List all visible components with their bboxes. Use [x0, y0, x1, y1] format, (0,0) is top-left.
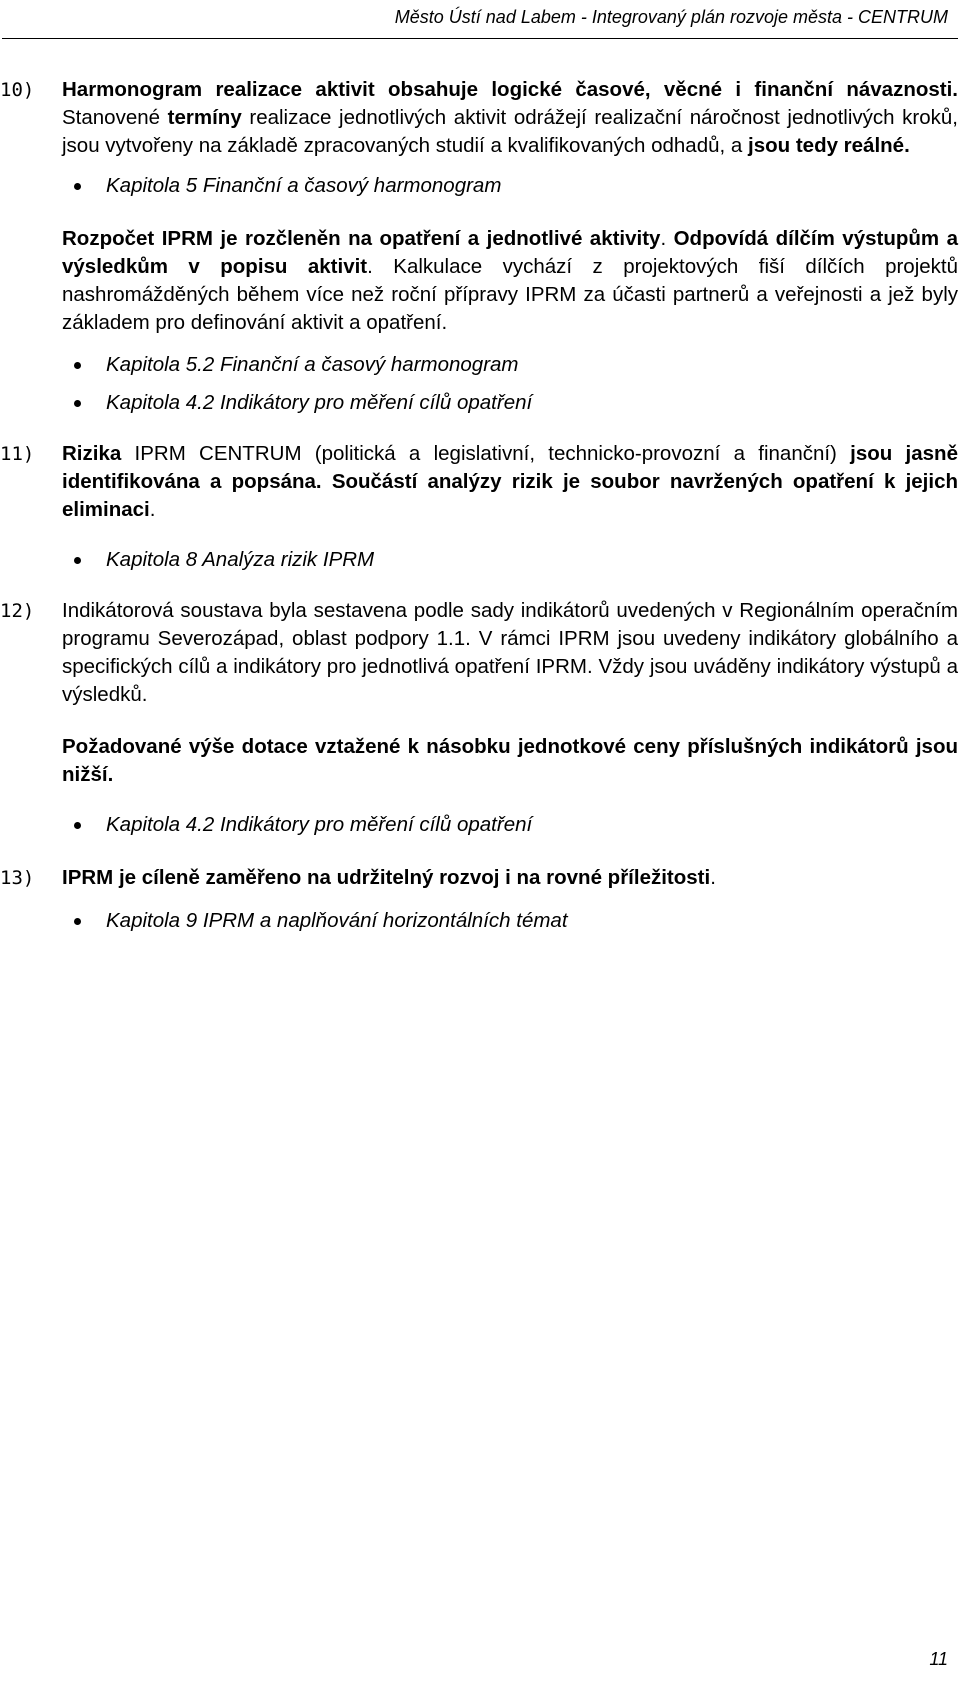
paragraph-text-bold: Požadované výše dotace vztažené k násobku jednotkové ceny příslušných indikátorů jsou nižší. — [62, 735, 958, 786]
paragraph-subsidy — [0, 733, 960, 789]
paragraph-budget — [0, 225, 960, 337]
item-text-bold: Rizika — [62, 442, 122, 465]
list-item-10 — [0, 76, 960, 160]
item-text: . — [149, 498, 156, 521]
page-header: Město Ústí nad Labem - Integrovaný plán rozvoje města - CENTRUM — [394, 7, 948, 27]
page-content — [0, 44, 960, 935]
bullet-reference: Kapitola 8 Analýza rizik IPRM — [0, 546, 960, 574]
item-number: 11) — [0, 443, 35, 465]
bullet-reference: Kapitola 4.2 Indikátory pro měření cílů opatření — [0, 811, 960, 839]
item-text: IPRM CENTRUM (politická a legislativní, technicko-provozní a finanční) — [121, 442, 851, 465]
paragraph-text: . — [660, 227, 674, 250]
list-item-11 — [0, 440, 960, 524]
bullet-reference: Kapitola 9 IPRM a naplňování horizontálních témat — [0, 907, 960, 935]
bullet-reference: Kapitola 4.2 Indikátory pro měření cílů opatření — [0, 389, 960, 417]
page-number: 11 — [929, 1649, 948, 1669]
item-text: . — [710, 866, 716, 889]
header-divider — [2, 38, 958, 39]
paragraph-text-bold: Rozpočet IPRM je rozčleněn na opatření a jednotlivé aktivity — [62, 227, 661, 250]
item-number: 12) — [0, 600, 35, 622]
item-text-bold: jsou jasně identifikována a popsána. Součástí analýzy rizik je soubor navržených opatření k jejich eliminaci — [62, 442, 958, 521]
item-text: Stanovené — [62, 106, 168, 129]
bullet-reference: Kapitola 5 Finanční a časový harmonogram — [0, 172, 960, 200]
item-text-bold: Harmonogram realizace aktivit obsahuje logické časové, věcné i finanční návaznosti. — [62, 78, 958, 101]
item-text-bold: IPRM je cíleně zaměřeno na udržitelný rozvoj i na rovné příležitosti — [62, 866, 711, 889]
paragraph-text: . Kalkulace vychází z projektových fiší dílčích projektů nashromážděných během více než roční přípravy IPRM za účasti partnerů a veřejnosti a jež byly základem pro definování aktivit a opatření. — [62, 255, 959, 334]
item-text-bold: jsou tedy reálné. — [748, 134, 910, 157]
item-text: realizace jednotlivých aktivit odrážejí realizační náročnost jednotlivých kroků, jsou vytvořeny na základě zpracovaných studií a kvalifikovaných odhadů, a — [62, 106, 958, 157]
item-text-bold: termíny — [167, 106, 242, 129]
item-number: 10) — [0, 79, 35, 101]
bullet-reference: Kapitola 5.2 Finanční a časový harmonogram — [0, 351, 960, 379]
item-text: Indikátorová soustava byla sestavena podle sady indikátorů uvedených v Regionálním operačním programu Severozápad, oblast podpory 1.1. V rámci IPRM jsou uvedeny indikátory globálního a specifických cílů a indikátory pro jednotlivá opatření IPRM. Vždy jsou uváděny indikátory výstupů a výsledků. — [62, 599, 958, 706]
item-number: 13) — [0, 867, 35, 889]
paragraph-text-bold: Odpovídá dílčím výstupům a výsledkům v popisu aktivit — [62, 227, 958, 278]
list-item-12 — [0, 597, 960, 709]
list-item-13 — [0, 864, 960, 892]
